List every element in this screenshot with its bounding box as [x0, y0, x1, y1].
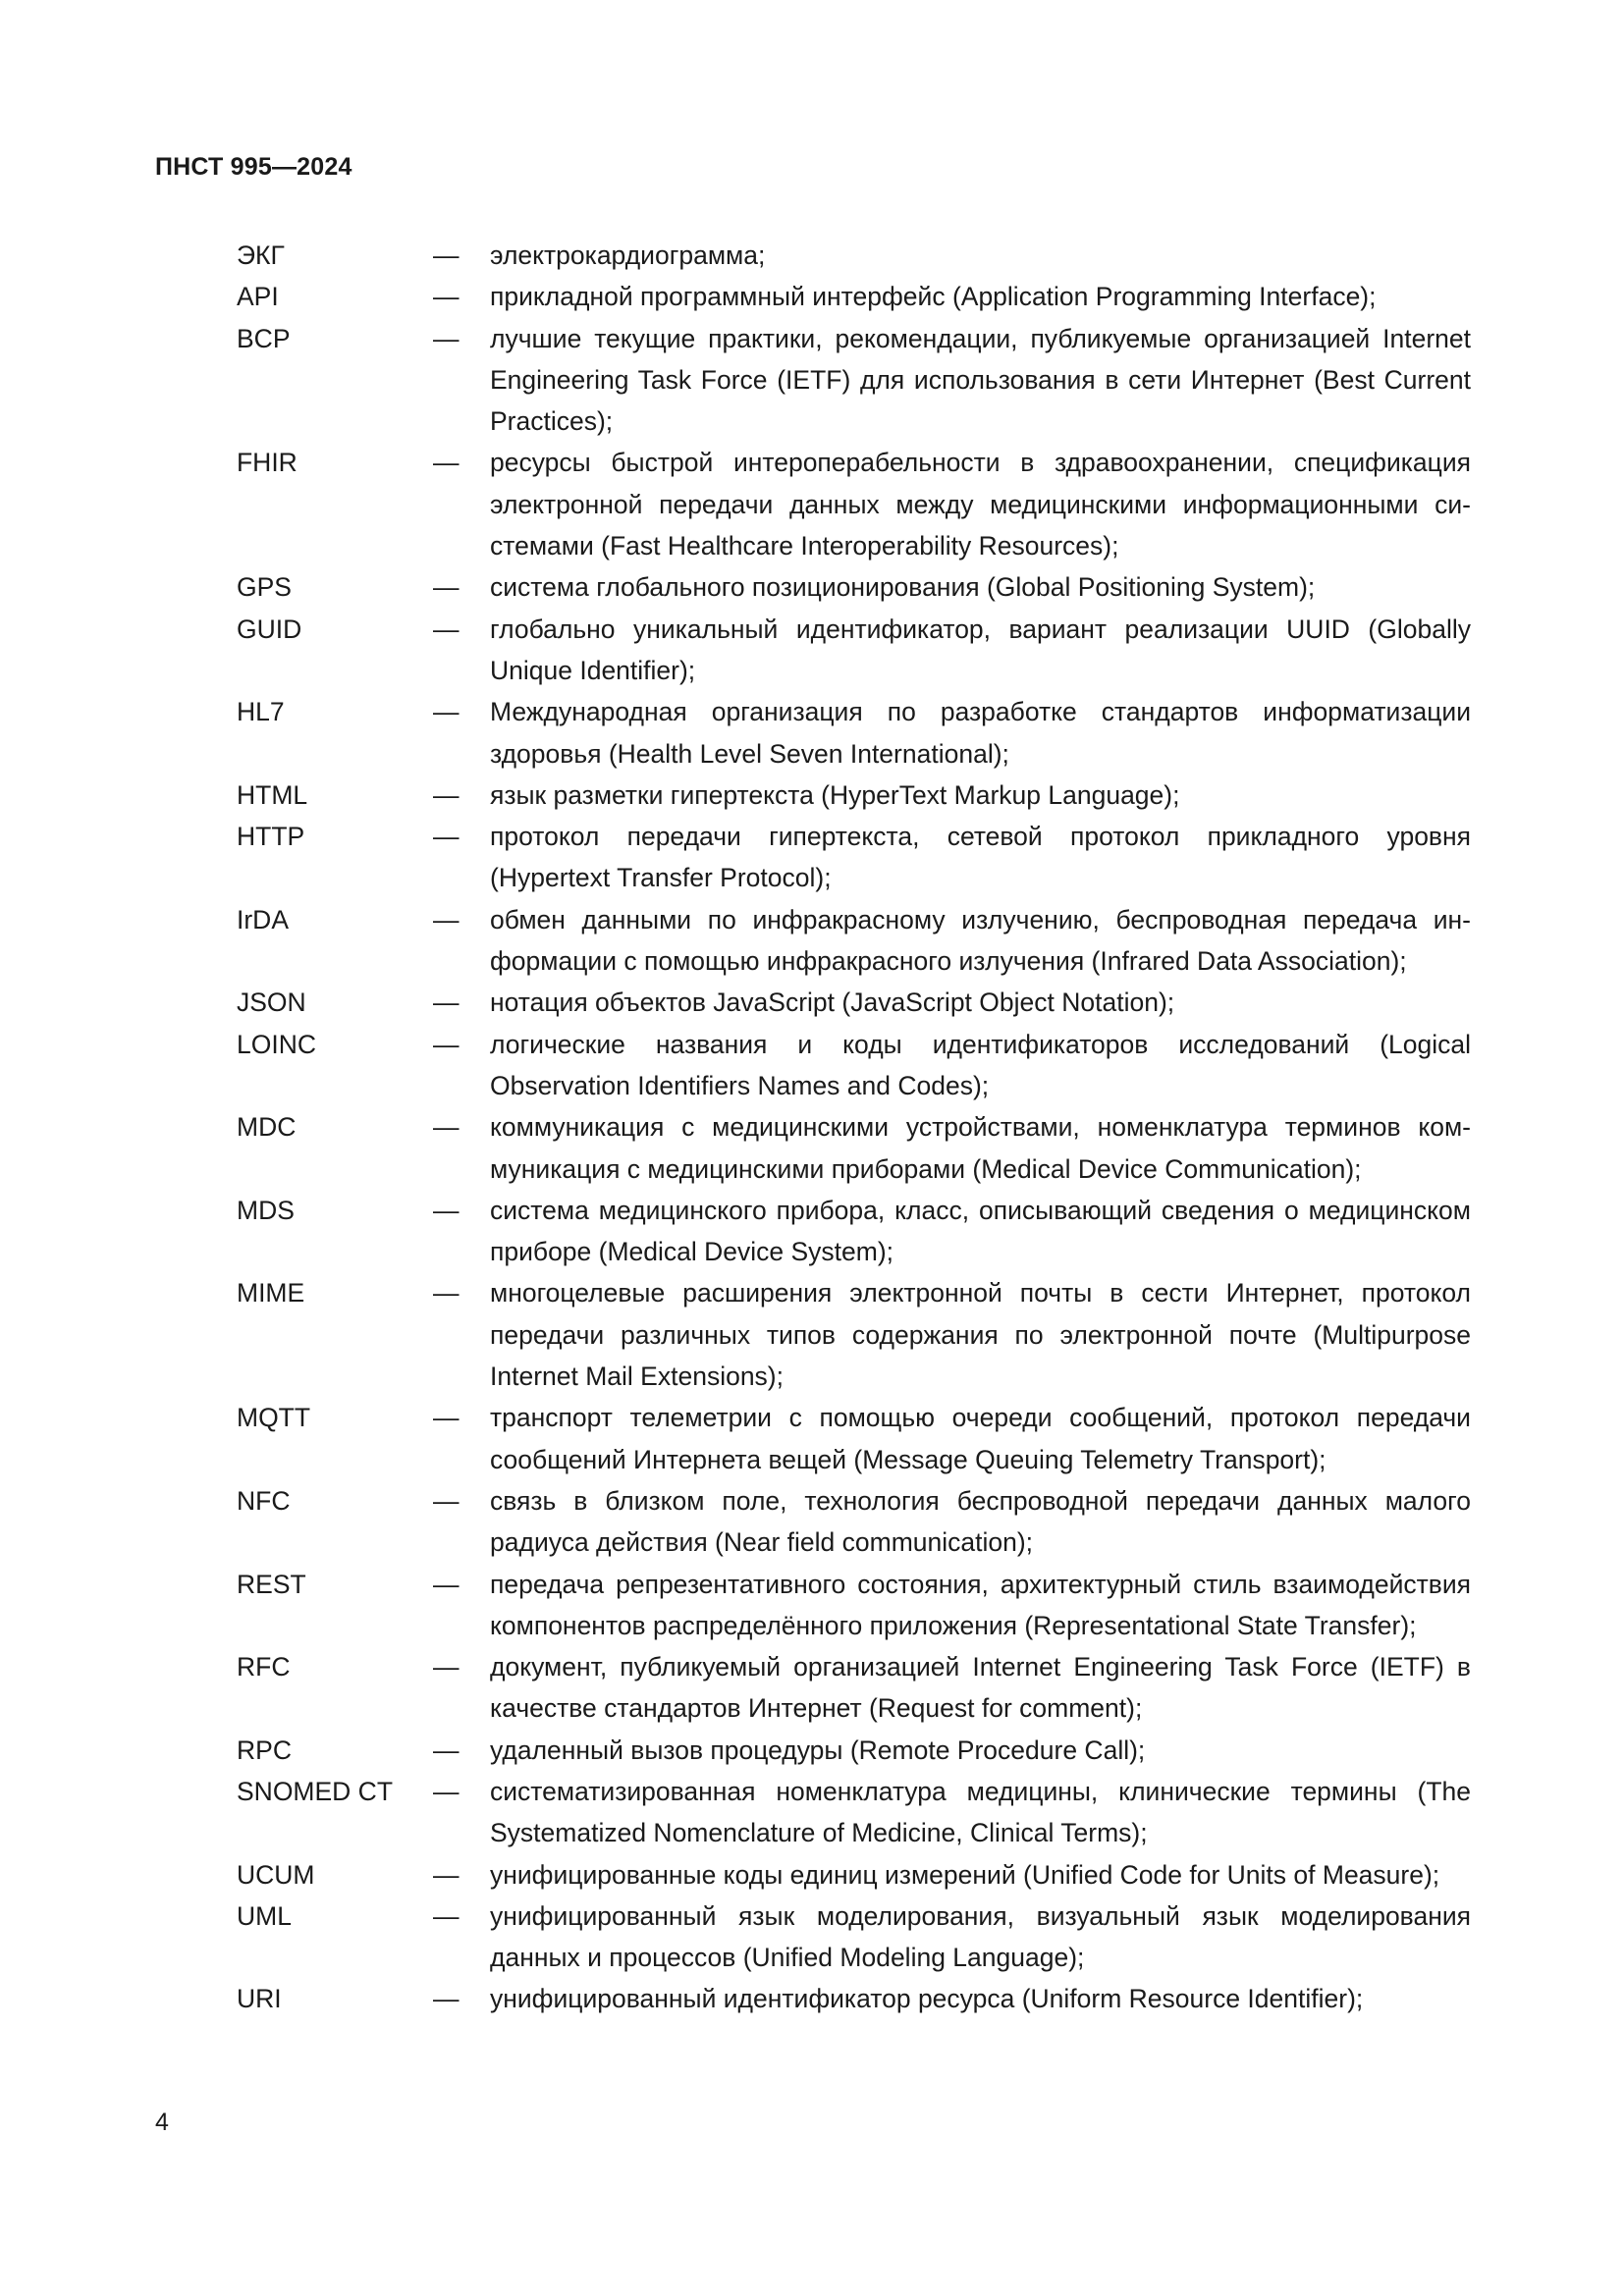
abbreviation-term: GUID	[237, 614, 302, 644]
em-dash-separator: —	[433, 697, 460, 727]
abbreviation-definition: глобально уникальный идентификатор, вариант реализации UUID (Globally Unique Identifier);	[490, 614, 1471, 685]
em-dash-separator: —	[433, 1859, 460, 1890]
em-dash-separator: —	[433, 1652, 460, 1682]
abbreviation-entry	[237, 774, 1471, 816]
em-dash-separator: —	[433, 1195, 460, 1225]
abbreviation-definition: коммуникация с медицинскими устройствами, номенклатура терминов коммуникация с медицинскими приборами (Medical Device Communication);	[490, 1112, 1471, 1184]
abbreviation-entry	[237, 566, 1471, 608]
em-dash-separator: —	[433, 988, 460, 1018]
abbreviation-term: HTTP	[237, 822, 305, 852]
abbreviation-term: JSON	[237, 988, 306, 1018]
abbreviation-definition: передача репрезентативного состояния, архитектурный стиль взаимодействия компонентов распределённого приложения (Representational State Transfer);	[490, 1569, 1471, 1640]
abbreviation-term: HTML	[237, 779, 308, 810]
abbreviation-definition: систематизированная номенклатура медицины, клинические термины (The Systematized Nomenclature of Medicine, Clinical Terms);	[490, 1776, 1471, 1848]
abbreviation-definition: унифицированный идентификатор ресурса (Uniform Resource Identifier);	[490, 1984, 1364, 2014]
abbreviation-entry	[237, 899, 1471, 983]
em-dash-separator: —	[433, 240, 460, 270]
em-dash-separator: —	[433, 779, 460, 810]
abbreviation-definition: многоцелевые расширения электронной почты в сести Интернет, протокол передачи различных типов содержания по электронной почте (Multipurpose Internet Mail Extensions);	[490, 1278, 1471, 1392]
abbreviation-entry	[237, 982, 1471, 1023]
em-dash-separator: —	[433, 323, 460, 353]
abbreviation-definition: унифицированные коды единиц измерений (Unified Code for Units of Measure);	[490, 1859, 1440, 1890]
abbreviation-entry	[237, 1024, 1471, 1107]
abbreviation-entry	[237, 816, 1471, 899]
abbreviation-term: NFC	[237, 1485, 291, 1516]
em-dash-separator: —	[433, 822, 460, 852]
abbreviation-definition: лучшие текущие практики, рекомендации, публикуемые организацией Internet Engineering Task Force (IETF) для использования в сети Интернет (Best Current Practices);	[490, 323, 1471, 437]
abbreviation-term: MIME	[237, 1278, 305, 1308]
abbreviation-term: ЭКГ	[237, 240, 285, 270]
abbreviation-term: URI	[237, 1984, 282, 2014]
em-dash-separator: —	[433, 282, 460, 312]
abbreviation-definition: связь в близком поле, технология беспроводной передачи данных малого радиуса действия (Near field communication);	[490, 1485, 1471, 1558]
abbreviation-definition: ресурсы быстрой интероперабельности в здравоохранении, спецификация электронной передачи данных между медицинскими информационными системами (Fast Healthcare Interoperability Resources);	[490, 448, 1471, 561]
abbreviation-term: API	[237, 282, 279, 312]
em-dash-separator: —	[433, 1900, 460, 1931]
abbreviation-term: REST	[237, 1569, 306, 1599]
abbreviation-term: RPC	[237, 1735, 292, 1765]
abbreviation-entry	[237, 1564, 1471, 1647]
abbreviation-term: UCUM	[237, 1859, 315, 1890]
abbreviation-entry	[237, 1646, 1471, 1730]
abbreviation-entry	[237, 1730, 1471, 1771]
abbreviation-definition: документ, публикуемый организацией Internet Engineering Task Force (IETF) в качестве стандартов Интернет (Request for comment);	[490, 1652, 1471, 1724]
abbreviation-term: MDC	[237, 1112, 297, 1143]
abbreviation-entry	[237, 276, 1471, 317]
abbreviation-definition: унифицированный язык моделирования, визуальный язык моделирования данных и процессов (Unified Modeling Language);	[490, 1900, 1471, 1973]
abbreviation-entry	[237, 442, 1471, 566]
abbreviation-term: MDS	[237, 1195, 295, 1225]
abbreviation-entry	[237, 1480, 1471, 1564]
abbreviation-definition: язык разметки гипертекста (HyperText Markup Language);	[490, 779, 1180, 810]
abbreviation-entry	[237, 318, 1471, 443]
abbreviation-entry	[237, 691, 1471, 774]
abbreviation-entry	[237, 1190, 1471, 1273]
em-dash-separator: —	[433, 572, 460, 603]
em-dash-separator: —	[433, 904, 460, 934]
abbreviation-definition: электрокардиограмма;	[490, 240, 766, 270]
abbreviation-term: BCP	[237, 323, 291, 353]
em-dash-separator: —	[433, 1112, 460, 1143]
abbreviation-term: GPS	[237, 572, 292, 603]
abbreviation-definition: нотация объектов JavaScript (JavaScript Object Notation);	[490, 988, 1175, 1018]
abbreviation-definition: система медицинского прибора, класс, описывающий сведения о медицинском приборе (Medical Device System);	[490, 1195, 1471, 1267]
em-dash-separator: —	[433, 1776, 460, 1806]
em-dash-separator: —	[433, 1485, 460, 1516]
abbreviation-definition: транспорт телеметрии с помощью очереди сообщений, протокол передачи сообщений Интернета вещей (Message Queuing Telemetry Transport);	[490, 1403, 1471, 1474]
abbreviation-entry	[237, 1397, 1471, 1480]
em-dash-separator: —	[433, 1403, 460, 1433]
document-header: ПНСТ 995—2024	[155, 153, 352, 181]
abbreviation-definition: Международная организация по разработке стандартов информатизации здоровья (Health Level Seven International);	[490, 697, 1471, 769]
em-dash-separator: —	[433, 1984, 460, 2014]
abbreviations-list	[237, 235, 1471, 2020]
abbreviation-term: RFC	[237, 1652, 291, 1682]
abbreviation-entry	[237, 609, 1471, 692]
abbreviation-definition: прикладной программный интерфейс (Application Programming Interface);	[490, 282, 1377, 312]
abbreviation-entry	[237, 235, 1471, 276]
em-dash-separator: —	[433, 448, 460, 478]
abbreviation-entry	[237, 1854, 1471, 1896]
abbreviation-definition: обмен данными по инфракрасному излучению, беспроводная передача информации с помощью инфракрасного излучения (Infrared Data Association);	[490, 904, 1471, 977]
abbreviation-definition: логические названия и коды идентификаторов исследований (Logical Observation Identifiers Names and Codes);	[490, 1029, 1471, 1100]
abbreviation-term: IrDA	[237, 904, 289, 934]
page-number: 4	[155, 2109, 169, 2136]
abbreviation-entry	[237, 1771, 1471, 1854]
em-dash-separator: —	[433, 1278, 460, 1308]
em-dash-separator: —	[433, 1735, 460, 1765]
abbreviation-entry	[237, 1896, 1471, 1979]
abbreviation-definition: удаленный вызов процедуры (Remote Procedure Call);	[490, 1735, 1146, 1765]
abbreviation-definition: протокол передачи гипертекста, сетевой протокол прикладного уровня (Hypertext Transfer Protocol);	[490, 822, 1471, 893]
abbreviation-entry	[237, 1978, 1471, 2019]
abbreviation-entry	[237, 1106, 1471, 1190]
abbreviation-term: UML	[237, 1900, 292, 1931]
abbreviation-term: LOINC	[237, 1029, 316, 1059]
em-dash-separator: —	[433, 1569, 460, 1599]
em-dash-separator: —	[433, 1029, 460, 1059]
abbreviation-term: SNOMED CT	[237, 1776, 393, 1806]
em-dash-separator: —	[433, 614, 460, 644]
abbreviation-term: MQTT	[237, 1403, 311, 1433]
abbreviation-term: HL7	[237, 697, 285, 727]
abbreviation-entry	[237, 1272, 1471, 1397]
abbreviation-definition: система глобального позиционирования (Global Positioning System);	[490, 572, 1316, 603]
abbreviation-term: FHIR	[237, 448, 298, 478]
